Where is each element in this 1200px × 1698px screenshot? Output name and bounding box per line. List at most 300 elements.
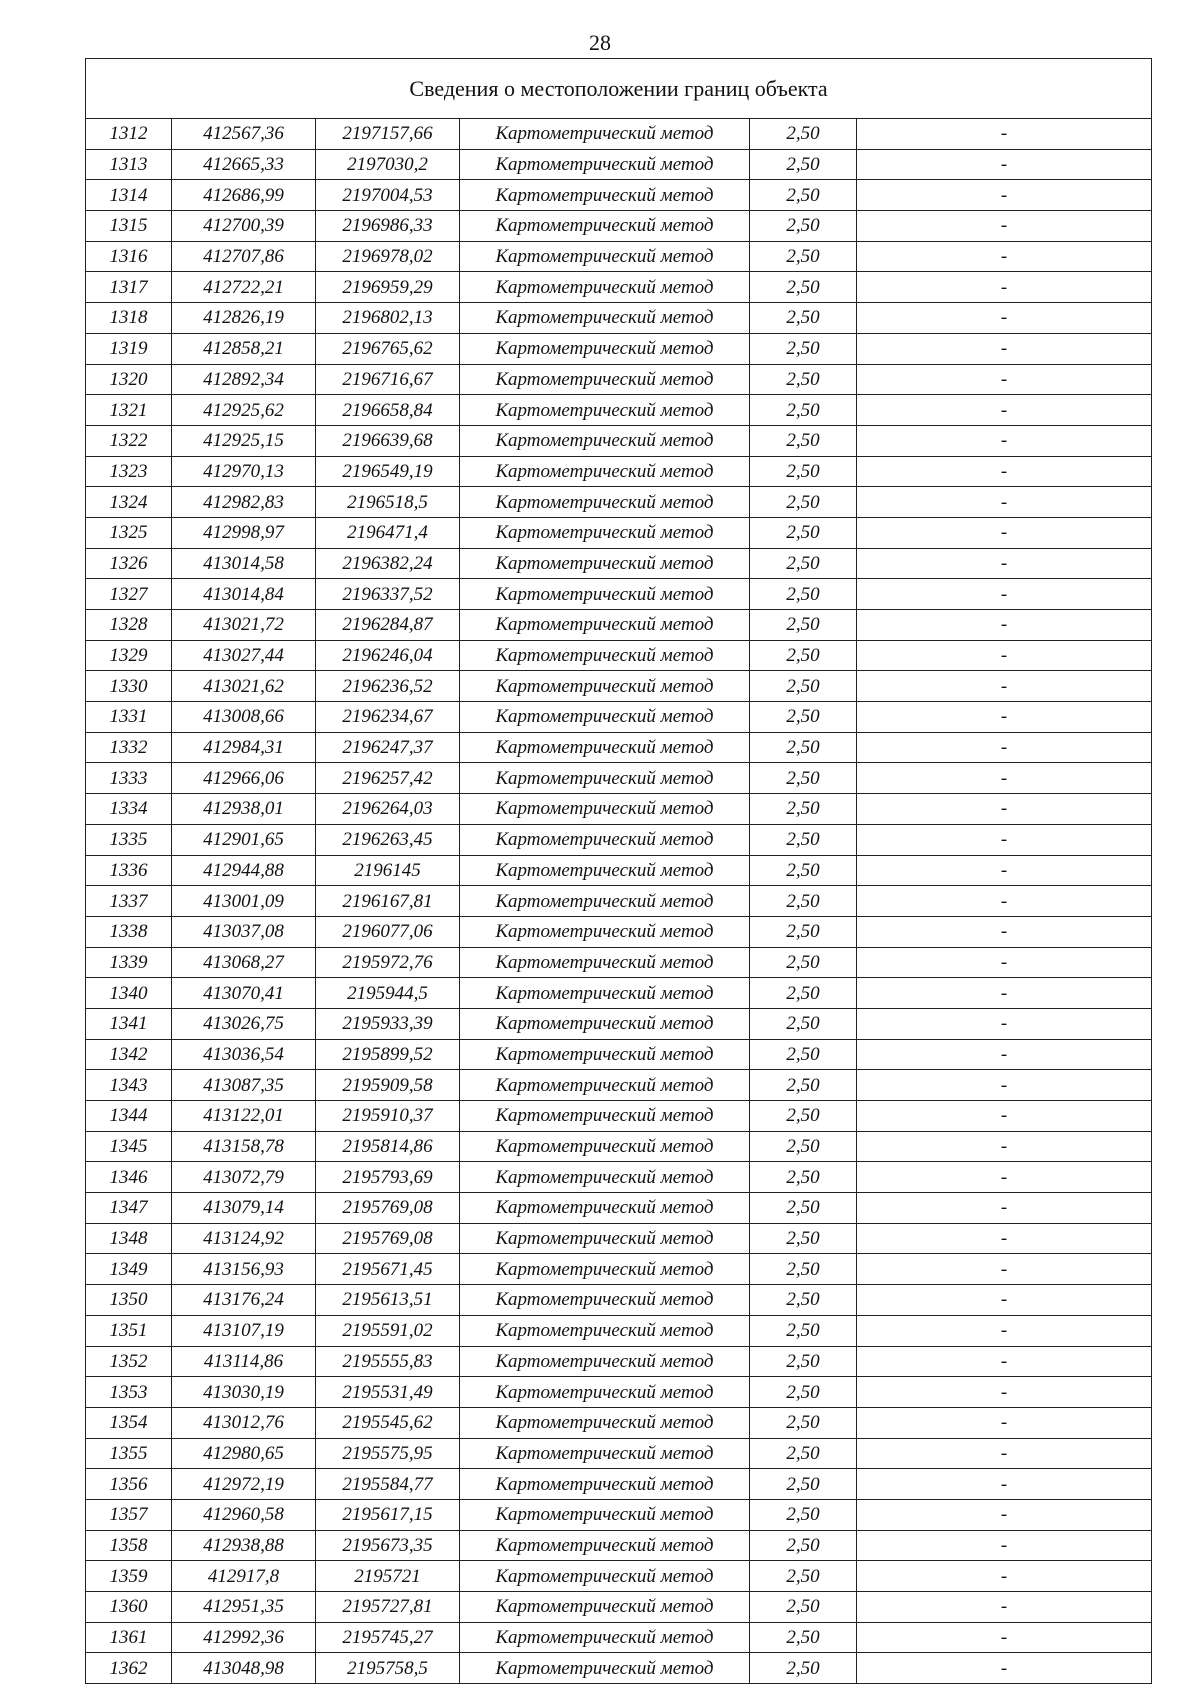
cell-y-coordinate: 2195721 bbox=[316, 1561, 460, 1592]
cell-method: Картометрический метод bbox=[460, 1131, 750, 1162]
cell-y-coordinate: 2196765,62 bbox=[316, 333, 460, 364]
table-body bbox=[86, 119, 1152, 1684]
cell-point-number: 1326 bbox=[86, 548, 172, 579]
cell-point-number: 1314 bbox=[86, 180, 172, 211]
cell-method: Картометрический метод bbox=[460, 517, 750, 548]
cell-x-coordinate: 413030,19 bbox=[172, 1377, 316, 1408]
cell-method: Картометрический метод bbox=[460, 671, 750, 702]
boundary-coordinates-table bbox=[85, 58, 1152, 1684]
table-row bbox=[86, 1469, 1152, 1500]
cell-x-coordinate: 412970,13 bbox=[172, 456, 316, 487]
cell-point-number: 1349 bbox=[86, 1254, 172, 1285]
cell-note: - bbox=[857, 1162, 1152, 1193]
cell-point-number: 1325 bbox=[86, 517, 172, 548]
cell-accuracy: 2,50 bbox=[750, 794, 857, 825]
cell-method: Картометрический метод bbox=[460, 548, 750, 579]
cell-method: Картометрический метод bbox=[460, 1008, 750, 1039]
table-row bbox=[86, 333, 1152, 364]
cell-accuracy: 2,50 bbox=[750, 456, 857, 487]
cell-accuracy: 2,50 bbox=[750, 640, 857, 671]
cell-y-coordinate: 2196716,67 bbox=[316, 364, 460, 395]
table-row bbox=[86, 794, 1152, 825]
table-row bbox=[86, 1193, 1152, 1224]
cell-note: - bbox=[857, 364, 1152, 395]
cell-accuracy: 2,50 bbox=[750, 763, 857, 794]
cell-y-coordinate: 2196382,24 bbox=[316, 548, 460, 579]
table-row bbox=[86, 211, 1152, 242]
cell-x-coordinate: 413001,09 bbox=[172, 886, 316, 917]
cell-y-coordinate: 2196802,13 bbox=[316, 303, 460, 334]
cell-method: Картометрический метод bbox=[460, 886, 750, 917]
cell-point-number: 1351 bbox=[86, 1315, 172, 1346]
table-row bbox=[86, 364, 1152, 395]
cell-method: Картометрический метод bbox=[460, 1346, 750, 1377]
cell-note: - bbox=[857, 794, 1152, 825]
cell-point-number: 1321 bbox=[86, 395, 172, 426]
table-row bbox=[86, 1162, 1152, 1193]
cell-method: Картометрический метод bbox=[460, 916, 750, 947]
cell-point-number: 1329 bbox=[86, 640, 172, 671]
cell-accuracy: 2,50 bbox=[750, 1008, 857, 1039]
cell-accuracy: 2,50 bbox=[750, 548, 857, 579]
table-row bbox=[86, 1407, 1152, 1438]
cell-method: Картометрический метод bbox=[460, 303, 750, 334]
cell-y-coordinate: 2195933,39 bbox=[316, 1008, 460, 1039]
cell-method: Картометрический метод bbox=[460, 487, 750, 518]
cell-y-coordinate: 2195769,08 bbox=[316, 1223, 460, 1254]
table-row bbox=[86, 1438, 1152, 1469]
table-row bbox=[86, 1530, 1152, 1561]
cell-point-number: 1359 bbox=[86, 1561, 172, 1592]
cell-point-number: 1328 bbox=[86, 610, 172, 641]
cell-accuracy: 2,50 bbox=[750, 333, 857, 364]
cell-note: - bbox=[857, 978, 1152, 1009]
cell-x-coordinate: 412938,01 bbox=[172, 794, 316, 825]
cell-note: - bbox=[857, 456, 1152, 487]
cell-y-coordinate: 2195591,02 bbox=[316, 1315, 460, 1346]
cell-point-number: 1319 bbox=[86, 333, 172, 364]
cell-note: - bbox=[857, 1407, 1152, 1438]
cell-note: - bbox=[857, 1285, 1152, 1316]
cell-accuracy: 2,50 bbox=[750, 1469, 857, 1500]
cell-accuracy: 2,50 bbox=[750, 1592, 857, 1623]
cell-note: - bbox=[857, 1254, 1152, 1285]
cell-note: - bbox=[857, 1377, 1152, 1408]
cell-y-coordinate: 2196284,87 bbox=[316, 610, 460, 641]
cell-x-coordinate: 412901,65 bbox=[172, 824, 316, 855]
table-row bbox=[86, 303, 1152, 334]
cell-x-coordinate: 413087,35 bbox=[172, 1070, 316, 1101]
cell-x-coordinate: 413124,92 bbox=[172, 1223, 316, 1254]
table-row bbox=[86, 640, 1152, 671]
cell-note: - bbox=[857, 1499, 1152, 1530]
cell-x-coordinate: 413114,86 bbox=[172, 1346, 316, 1377]
cell-point-number: 1312 bbox=[86, 119, 172, 150]
cell-y-coordinate: 2195910,37 bbox=[316, 1101, 460, 1132]
cell-note: - bbox=[857, 1193, 1152, 1224]
cell-method: Картометрический метод bbox=[460, 1377, 750, 1408]
cell-note: - bbox=[857, 1346, 1152, 1377]
table-row bbox=[86, 272, 1152, 303]
cell-accuracy: 2,50 bbox=[750, 947, 857, 978]
cell-method: Картометрический метод bbox=[460, 180, 750, 211]
cell-accuracy: 2,50 bbox=[750, 241, 857, 272]
cell-point-number: 1343 bbox=[86, 1070, 172, 1101]
cell-accuracy: 2,50 bbox=[750, 1530, 857, 1561]
cell-point-number: 1362 bbox=[86, 1653, 172, 1684]
cell-point-number: 1320 bbox=[86, 364, 172, 395]
table-row bbox=[86, 886, 1152, 917]
cell-point-number: 1330 bbox=[86, 671, 172, 702]
cell-y-coordinate: 2195531,49 bbox=[316, 1377, 460, 1408]
cell-y-coordinate: 2196236,52 bbox=[316, 671, 460, 702]
cell-point-number: 1353 bbox=[86, 1377, 172, 1408]
cell-note: - bbox=[857, 610, 1152, 641]
cell-x-coordinate: 413158,78 bbox=[172, 1131, 316, 1162]
cell-method: Картометрический метод bbox=[460, 272, 750, 303]
cell-accuracy: 2,50 bbox=[750, 1039, 857, 1070]
cell-x-coordinate: 412665,33 bbox=[172, 149, 316, 180]
cell-x-coordinate: 413014,84 bbox=[172, 579, 316, 610]
cell-x-coordinate: 413037,08 bbox=[172, 916, 316, 947]
cell-method: Картометрический метод bbox=[460, 1285, 750, 1316]
cell-y-coordinate: 2195555,83 bbox=[316, 1346, 460, 1377]
cell-x-coordinate: 412925,62 bbox=[172, 395, 316, 426]
cell-y-coordinate: 2196264,03 bbox=[316, 794, 460, 825]
cell-method: Картометрический метод bbox=[460, 610, 750, 641]
cell-accuracy: 2,50 bbox=[750, 732, 857, 763]
cell-x-coordinate: 412707,86 bbox=[172, 241, 316, 272]
cell-accuracy: 2,50 bbox=[750, 1254, 857, 1285]
table-row bbox=[86, 824, 1152, 855]
cell-note: - bbox=[857, 1530, 1152, 1561]
cell-point-number: 1334 bbox=[86, 794, 172, 825]
table-row bbox=[86, 1039, 1152, 1070]
cell-point-number: 1361 bbox=[86, 1622, 172, 1653]
cell-x-coordinate: 412925,15 bbox=[172, 425, 316, 456]
table-row bbox=[86, 1101, 1152, 1132]
cell-accuracy: 2,50 bbox=[750, 272, 857, 303]
cell-point-number: 1341 bbox=[86, 1008, 172, 1039]
cell-x-coordinate: 412992,36 bbox=[172, 1622, 316, 1653]
cell-x-coordinate: 412722,21 bbox=[172, 272, 316, 303]
cell-x-coordinate: 413027,44 bbox=[172, 640, 316, 671]
table-row bbox=[86, 1008, 1152, 1039]
table-row bbox=[86, 395, 1152, 426]
cell-note: - bbox=[857, 1315, 1152, 1346]
cell-y-coordinate: 2195909,58 bbox=[316, 1070, 460, 1101]
cell-method: Картометрический метод bbox=[460, 149, 750, 180]
cell-note: - bbox=[857, 487, 1152, 518]
cell-accuracy: 2,50 bbox=[750, 702, 857, 733]
cell-y-coordinate: 2195613,51 bbox=[316, 1285, 460, 1316]
cell-point-number: 1360 bbox=[86, 1592, 172, 1623]
cell-point-number: 1346 bbox=[86, 1162, 172, 1193]
cell-method: Картометрический метод bbox=[460, 1561, 750, 1592]
cell-accuracy: 2,50 bbox=[750, 1131, 857, 1162]
cell-note: - bbox=[857, 671, 1152, 702]
cell-y-coordinate: 2195814,86 bbox=[316, 1131, 460, 1162]
table-row bbox=[86, 763, 1152, 794]
cell-method: Картометрический метод bbox=[460, 794, 750, 825]
cell-accuracy: 2,50 bbox=[750, 1622, 857, 1653]
cell-y-coordinate: 2195745,27 bbox=[316, 1622, 460, 1653]
cell-method: Картометрический метод bbox=[460, 1469, 750, 1500]
table-row bbox=[86, 732, 1152, 763]
cell-point-number: 1324 bbox=[86, 487, 172, 518]
cell-y-coordinate: 2196145 bbox=[316, 855, 460, 886]
cell-note: - bbox=[857, 1070, 1152, 1101]
table-row bbox=[86, 1346, 1152, 1377]
cell-point-number: 1358 bbox=[86, 1530, 172, 1561]
cell-accuracy: 2,50 bbox=[750, 855, 857, 886]
cell-x-coordinate: 413021,62 bbox=[172, 671, 316, 702]
table-row bbox=[86, 425, 1152, 456]
cell-point-number: 1347 bbox=[86, 1193, 172, 1224]
cell-point-number: 1317 bbox=[86, 272, 172, 303]
cell-note: - bbox=[857, 1039, 1152, 1070]
cell-note: - bbox=[857, 1561, 1152, 1592]
cell-accuracy: 2,50 bbox=[750, 1377, 857, 1408]
cell-accuracy: 2,50 bbox=[750, 1070, 857, 1101]
table-row bbox=[86, 916, 1152, 947]
cell-point-number: 1333 bbox=[86, 763, 172, 794]
cell-x-coordinate: 412938,88 bbox=[172, 1530, 316, 1561]
cell-accuracy: 2,50 bbox=[750, 1162, 857, 1193]
table-row bbox=[86, 149, 1152, 180]
cell-method: Картометрический метод bbox=[460, 1499, 750, 1530]
cell-note: - bbox=[857, 149, 1152, 180]
cell-method: Картометрический метод bbox=[460, 1438, 750, 1469]
cell-method: Картометрический метод bbox=[460, 1254, 750, 1285]
table-row bbox=[86, 1254, 1152, 1285]
cell-y-coordinate: 2195769,08 bbox=[316, 1193, 460, 1224]
cell-note: - bbox=[857, 241, 1152, 272]
cell-accuracy: 2,50 bbox=[750, 1285, 857, 1316]
cell-y-coordinate: 2196518,5 bbox=[316, 487, 460, 518]
cell-note: - bbox=[857, 1592, 1152, 1623]
cell-method: Картометрический метод bbox=[460, 1162, 750, 1193]
cell-method: Картометрический метод bbox=[460, 425, 750, 456]
cell-point-number: 1336 bbox=[86, 855, 172, 886]
cell-method: Картометрический метод bbox=[460, 1407, 750, 1438]
cell-method: Картометрический метод bbox=[460, 763, 750, 794]
cell-point-number: 1322 bbox=[86, 425, 172, 456]
cell-point-number: 1316 bbox=[86, 241, 172, 272]
cell-x-coordinate: 412686,99 bbox=[172, 180, 316, 211]
cell-note: - bbox=[857, 1101, 1152, 1132]
cell-point-number: 1318 bbox=[86, 303, 172, 334]
cell-accuracy: 2,50 bbox=[750, 180, 857, 211]
cell-y-coordinate: 2196234,67 bbox=[316, 702, 460, 733]
table-row bbox=[86, 1622, 1152, 1653]
cell-x-coordinate: 413048,98 bbox=[172, 1653, 316, 1684]
cell-method: Картометрический метод bbox=[460, 333, 750, 364]
table-row bbox=[86, 1315, 1152, 1346]
cell-point-number: 1354 bbox=[86, 1407, 172, 1438]
table-row bbox=[86, 1131, 1152, 1162]
cell-note: - bbox=[857, 947, 1152, 978]
cell-method: Картометрический метод bbox=[460, 732, 750, 763]
table-row bbox=[86, 1592, 1152, 1623]
cell-y-coordinate: 2195758,5 bbox=[316, 1653, 460, 1684]
cell-x-coordinate: 412951,35 bbox=[172, 1592, 316, 1623]
cell-accuracy: 2,50 bbox=[750, 579, 857, 610]
cell-accuracy: 2,50 bbox=[750, 1653, 857, 1684]
cell-accuracy: 2,50 bbox=[750, 425, 857, 456]
cell-note: - bbox=[857, 1469, 1152, 1500]
cell-accuracy: 2,50 bbox=[750, 517, 857, 548]
cell-y-coordinate: 2196471,4 bbox=[316, 517, 460, 548]
cell-method: Картометрический метод bbox=[460, 456, 750, 487]
cell-x-coordinate: 413014,58 bbox=[172, 548, 316, 579]
table-row bbox=[86, 487, 1152, 518]
cell-method: Картометрический метод bbox=[460, 1592, 750, 1623]
cell-x-coordinate: 412917,8 bbox=[172, 1561, 316, 1592]
cell-accuracy: 2,50 bbox=[750, 886, 857, 917]
cell-accuracy: 2,50 bbox=[750, 211, 857, 242]
cell-method: Картометрический метод bbox=[460, 1315, 750, 1346]
cell-x-coordinate: 412998,97 bbox=[172, 517, 316, 548]
cell-note: - bbox=[857, 517, 1152, 548]
page-number: 28 bbox=[589, 30, 611, 55]
cell-accuracy: 2,50 bbox=[750, 364, 857, 395]
cell-method: Картометрический метод bbox=[460, 364, 750, 395]
cell-method: Картометрический метод bbox=[460, 395, 750, 426]
cell-accuracy: 2,50 bbox=[750, 119, 857, 150]
cell-y-coordinate: 2196639,68 bbox=[316, 425, 460, 456]
cell-accuracy: 2,50 bbox=[750, 303, 857, 334]
cell-y-coordinate: 2196247,37 bbox=[316, 732, 460, 763]
cell-point-number: 1331 bbox=[86, 702, 172, 733]
cell-note: - bbox=[857, 272, 1152, 303]
cell-note: - bbox=[857, 916, 1152, 947]
table-row bbox=[86, 1285, 1152, 1316]
cell-x-coordinate: 413036,54 bbox=[172, 1039, 316, 1070]
cell-accuracy: 2,50 bbox=[750, 1315, 857, 1346]
table-row bbox=[86, 671, 1152, 702]
cell-method: Картометрический метод bbox=[460, 640, 750, 671]
cell-point-number: 1355 bbox=[86, 1438, 172, 1469]
cell-method: Картометрический метод bbox=[460, 579, 750, 610]
cell-x-coordinate: 412982,83 bbox=[172, 487, 316, 518]
cell-note: - bbox=[857, 1223, 1152, 1254]
cell-method: Картометрический метод bbox=[460, 1193, 750, 1224]
cell-point-number: 1350 bbox=[86, 1285, 172, 1316]
cell-accuracy: 2,50 bbox=[750, 978, 857, 1009]
cell-y-coordinate: 2195671,45 bbox=[316, 1254, 460, 1285]
cell-note: - bbox=[857, 1622, 1152, 1653]
cell-y-coordinate: 2196337,52 bbox=[316, 579, 460, 610]
cell-method: Картометрический метод bbox=[460, 1070, 750, 1101]
table-row bbox=[86, 610, 1152, 641]
table-row bbox=[86, 579, 1152, 610]
cell-note: - bbox=[857, 579, 1152, 610]
cell-y-coordinate: 2196959,29 bbox=[316, 272, 460, 303]
cell-accuracy: 2,50 bbox=[750, 1193, 857, 1224]
cell-y-coordinate: 2195617,15 bbox=[316, 1499, 460, 1530]
cell-point-number: 1340 bbox=[86, 978, 172, 1009]
cell-x-coordinate: 413072,79 bbox=[172, 1162, 316, 1193]
table-row bbox=[86, 1499, 1152, 1530]
cell-accuracy: 2,50 bbox=[750, 1101, 857, 1132]
table-row bbox=[86, 456, 1152, 487]
cell-method: Картометрический метод bbox=[460, 119, 750, 150]
cell-y-coordinate: 2196549,19 bbox=[316, 456, 460, 487]
cell-accuracy: 2,50 bbox=[750, 487, 857, 518]
cell-x-coordinate: 412960,58 bbox=[172, 1499, 316, 1530]
cell-note: - bbox=[857, 548, 1152, 579]
cell-method: Картометрический метод bbox=[460, 1530, 750, 1561]
cell-y-coordinate: 2196978,02 bbox=[316, 241, 460, 272]
table-row bbox=[86, 978, 1152, 1009]
cell-method: Картометрический метод bbox=[460, 241, 750, 272]
cell-point-number: 1338 bbox=[86, 916, 172, 947]
cell-y-coordinate: 2196263,45 bbox=[316, 824, 460, 855]
cell-point-number: 1342 bbox=[86, 1039, 172, 1070]
cell-note: - bbox=[857, 763, 1152, 794]
cell-note: - bbox=[857, 886, 1152, 917]
cell-x-coordinate: 413008,66 bbox=[172, 702, 316, 733]
cell-y-coordinate: 2196077,06 bbox=[316, 916, 460, 947]
cell-accuracy: 2,50 bbox=[750, 1561, 857, 1592]
table-row bbox=[86, 517, 1152, 548]
cell-accuracy: 2,50 bbox=[750, 610, 857, 641]
cell-point-number: 1356 bbox=[86, 1469, 172, 1500]
cell-x-coordinate: 412984,31 bbox=[172, 732, 316, 763]
cell-y-coordinate: 2195545,62 bbox=[316, 1407, 460, 1438]
cell-point-number: 1348 bbox=[86, 1223, 172, 1254]
cell-method: Картометрический метод bbox=[460, 1101, 750, 1132]
cell-x-coordinate: 412972,19 bbox=[172, 1469, 316, 1500]
cell-note: - bbox=[857, 855, 1152, 886]
cell-method: Картометрический метод bbox=[460, 947, 750, 978]
cell-point-number: 1344 bbox=[86, 1101, 172, 1132]
cell-method: Картометрический метод bbox=[460, 978, 750, 1009]
cell-note: - bbox=[857, 425, 1152, 456]
cell-y-coordinate: 2196257,42 bbox=[316, 763, 460, 794]
cell-note: - bbox=[857, 732, 1152, 763]
cell-method: Картометрический метод bbox=[460, 1622, 750, 1653]
cell-note: - bbox=[857, 303, 1152, 334]
cell-accuracy: 2,50 bbox=[750, 149, 857, 180]
cell-x-coordinate: 413068,27 bbox=[172, 947, 316, 978]
cell-note: - bbox=[857, 1653, 1152, 1684]
cell-method: Картометрический метод bbox=[460, 211, 750, 242]
cell-x-coordinate: 412567,36 bbox=[172, 119, 316, 150]
cell-x-coordinate: 413012,76 bbox=[172, 1407, 316, 1438]
cell-y-coordinate: 2195793,69 bbox=[316, 1162, 460, 1193]
cell-accuracy: 2,50 bbox=[750, 1346, 857, 1377]
table-row bbox=[86, 855, 1152, 886]
cell-point-number: 1352 bbox=[86, 1346, 172, 1377]
cell-method: Картометрический метод bbox=[460, 855, 750, 886]
cell-y-coordinate: 2196658,84 bbox=[316, 395, 460, 426]
cell-y-coordinate: 2195972,76 bbox=[316, 947, 460, 978]
cell-point-number: 1323 bbox=[86, 456, 172, 487]
cell-point-number: 1332 bbox=[86, 732, 172, 763]
cell-x-coordinate: 413107,19 bbox=[172, 1315, 316, 1346]
cell-note: - bbox=[857, 702, 1152, 733]
cell-y-coordinate: 2195899,52 bbox=[316, 1039, 460, 1070]
cell-y-coordinate: 2197004,53 bbox=[316, 180, 460, 211]
cell-y-coordinate: 2196246,04 bbox=[316, 640, 460, 671]
cell-y-coordinate: 2197157,66 bbox=[316, 119, 460, 150]
cell-note: - bbox=[857, 1008, 1152, 1039]
cell-accuracy: 2,50 bbox=[750, 395, 857, 426]
cell-accuracy: 2,50 bbox=[750, 824, 857, 855]
cell-x-coordinate: 412826,19 bbox=[172, 303, 316, 334]
